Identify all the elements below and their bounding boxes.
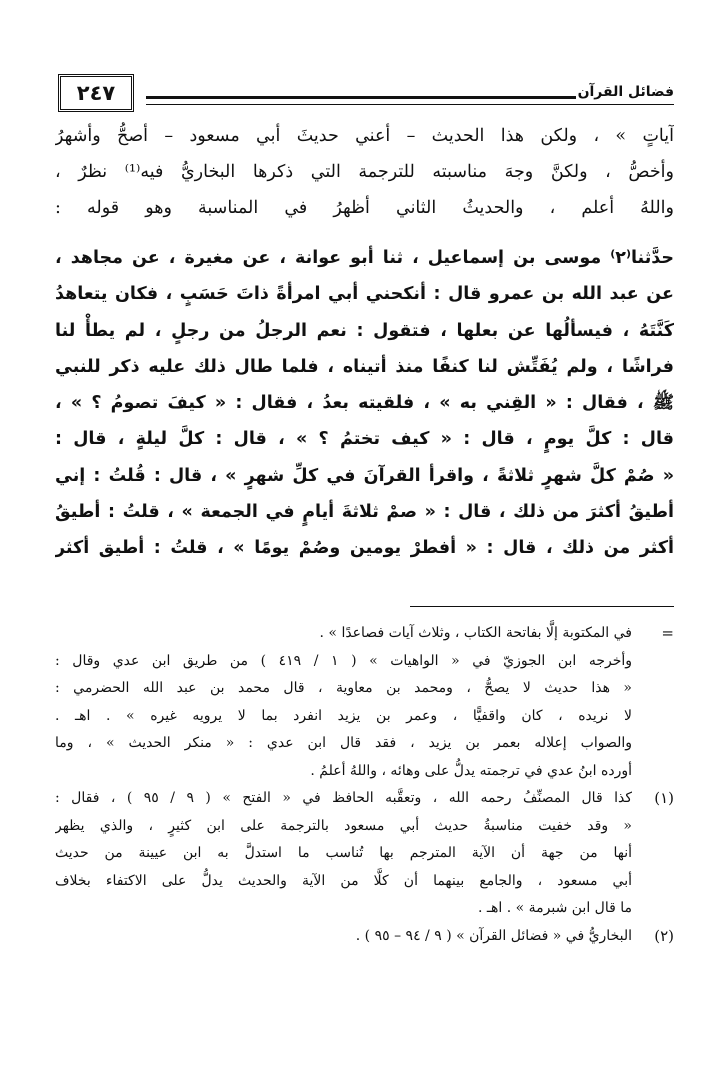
- footnote-continued: [55, 620, 674, 785]
- footnote-line: أورده ابنُ عدي في ترجمته يدلُّ على وهائه ، واللهُ أعلمُ .: [310, 762, 632, 779]
- footnote-line: البخاريُّ في « فضائل القرآن » ( ٩ / ٩٤ – ٩٥ ) .: [355, 927, 632, 944]
- text-line: وأخصُّ ، ولكنَّ وجهَ مناسبته للترجمة التي ذكرها البخاريُّ فيه⁽¹⁾ نظرٌ ،: [55, 162, 674, 182]
- main-text: [55, 118, 674, 567]
- footnote-line: في المكتوبة إلَّا بفاتحة الكتاب ، وثلاث آيات فصاعدًا » .: [319, 625, 632, 641]
- footnote-line: « وقد خفيت مناسبةُ حديث أبي مسعود بالترجمة على ابن كثيرٍ ، والذي يظهر: [55, 817, 632, 834]
- text-line: أكثر من ذلك ، قال : « أفطرْ يومين وصُمْ يومًا » ، قلتُ : أطيق أكثر: [55, 538, 674, 559]
- footnote-separator: [410, 606, 674, 607]
- commentary-paragraph: [55, 118, 674, 226]
- footnote-line: كذا قال المصنِّفُ رحمه الله ، وتعقَّبه الحافظ في « الفتح » ( ٩ / ٩٥ ) ، فقال :: [55, 790, 632, 806]
- footnote-2: [55, 923, 674, 951]
- footnote-line: لا نريده ، كان واقفيًّا ، وعمر بن يزيد انفرد بما لا يرويه غيره » . اهـ .: [55, 707, 632, 724]
- header-rule-thin: [146, 104, 674, 105]
- footnotes: [55, 620, 674, 950]
- text-line: فراشًا ، ولم يُفَتِّش لنا كنفًا منذ أتيناه ، فلما طال ذلك عليه ذكر للنبي: [55, 356, 674, 377]
- header-rule: [146, 96, 576, 99]
- footnote-line: أنها من جهة أن الآية المترجم بها تُناسب ما استدلَّ به ابن عيينة من حديث: [55, 845, 632, 861]
- footnote-mark: =: [661, 624, 674, 642]
- hadith-paragraph: [55, 240, 674, 567]
- text-line: واللهُ أعلم ، والحديثُ الثاني أظهرُ في المناسبة وهو قوله :: [55, 198, 674, 218]
- text-line: حدَّثنا⁽٢⁾ موسى بن إسماعيل ، ثنا أبو عوانة ، عن مغيرة ، عن مجاهد ،: [55, 248, 674, 268]
- page-number: ٢٤٧: [58, 74, 134, 112]
- footnote-1: [55, 785, 674, 923]
- footnote-mark: (١): [654, 789, 674, 807]
- footnote-mark: (٢): [654, 926, 674, 945]
- text-line: عن عبد الله بن عمرو قال : أنكحني أبي امرأةً ذاتَ حَسَبٍ ، فكان يتعاهدُ: [55, 284, 674, 305]
- text-line: قال : كلَّ يومٍ ، قال : « كيف تختمُ ؟ » ، قال : كلَّ ليلةٍ ، قال :: [55, 429, 674, 450]
- text-line: كَنَّتَهُ ، فيسألُها عن بعلها ، فتقول : نعم الرجلُ من رجلٍ ، لم يطأْ لنا: [55, 320, 674, 341]
- footnote-line: ما قال ابن شبرمة » . اهـ .: [477, 900, 632, 916]
- text-line: ﷺ ، فقال : « القِني به » ، فلقيته بعدُ ، فقال : « كيفَ تصومُ ؟ » ،: [55, 393, 674, 414]
- text-line: أطيقُ أكثرَ من ذلك ، قال : « صمْ ثلاثةَ أيامٍ في الجمعة » ، قلتُ : أطيقُ: [55, 502, 674, 523]
- text-line: آياتٍ » ، ولكن هذا الحديث – أعني حديثَ أبي مسعود – أصحُّ وأشهرُ: [55, 126, 674, 146]
- footnote-line: أبي مسعود ، والجامع بينهما أن كلًّا من الآية والحديث يدلُّ على الاكتفاء بخلاف: [55, 872, 632, 889]
- running-title: فضائل القرآن: [577, 84, 674, 100]
- text-line: « صُمْ كلَّ شهرٍ ثلاثةً ، واقرأ القرآنَ في كلِّ شهرٍ » ، قال : قُلتُ : إني: [55, 465, 674, 486]
- footnote-line: والصواب إعلاله بعمر بن يزيد ، فقد قال ابن عدي : « منكر الحديث » ، وما: [55, 735, 632, 751]
- footnote-line: وأخرجه ابن الجوزيّ في « الواهيات » ( ١ / ٤١٩ ) من طريق ابن عدي وقال :: [55, 652, 632, 669]
- footnote-line: « هذا حديث لا يصحُّ ، ومحمد بن معاوية ، قال محمد بن عبد الله الحضرمي :: [55, 680, 632, 696]
